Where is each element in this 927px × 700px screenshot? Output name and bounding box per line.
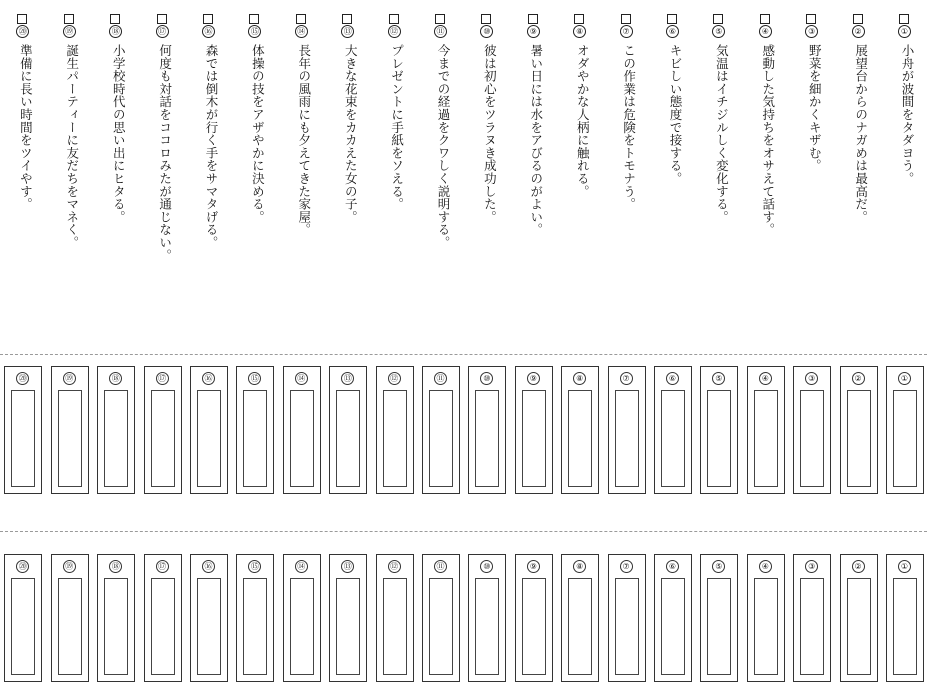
answer-number: ⑮ xyxy=(248,560,261,573)
answer-number: ③ xyxy=(805,560,818,573)
answer-number: ① xyxy=(898,372,911,385)
answer-field[interactable] xyxy=(661,390,685,487)
answer-number: ⑦ xyxy=(620,372,633,385)
answer-box xyxy=(236,366,274,494)
answer-number: ⑪ xyxy=(434,372,447,385)
question-text: プレゼントに手紙をソえる。 xyxy=(389,44,405,211)
question-item xyxy=(202,14,220,344)
answer-number: ⑬ xyxy=(341,560,354,573)
answer-box xyxy=(561,554,599,682)
answer-field[interactable] xyxy=(522,390,546,487)
answer-field[interactable] xyxy=(290,578,314,675)
question-item xyxy=(156,14,174,344)
answer-box xyxy=(793,366,831,494)
answer-field[interactable] xyxy=(475,390,499,487)
check-box[interactable] xyxy=(110,14,120,24)
answer-box xyxy=(376,554,414,682)
answer-field[interactable] xyxy=(800,390,824,487)
answer-number: ⑤ xyxy=(712,560,725,573)
question-text: 展望台からのナガめは最高だ。 xyxy=(853,44,869,224)
answer-field[interactable] xyxy=(475,578,499,675)
answer-field[interactable] xyxy=(197,578,221,675)
check-box[interactable] xyxy=(481,14,491,24)
answer-number: ① xyxy=(898,560,911,573)
answer-field[interactable] xyxy=(151,578,175,675)
answer-number: ⑳ xyxy=(16,372,29,385)
check-box[interactable] xyxy=(296,14,306,24)
question-text: 森では倒木が行く手をサマタげる。 xyxy=(204,44,219,249)
answer-box xyxy=(283,366,321,494)
answer-number: ⑰ xyxy=(156,372,169,385)
question-item xyxy=(898,14,916,344)
check-box[interactable] xyxy=(853,14,863,24)
question-item xyxy=(527,14,545,344)
answer-number: ⑬ xyxy=(341,372,354,385)
question-text: 野菜を細かくキザむ。 xyxy=(807,44,823,172)
question-number: ⑤ xyxy=(712,25,725,38)
answer-field[interactable] xyxy=(104,578,128,675)
answer-field[interactable] xyxy=(661,578,685,675)
check-box[interactable] xyxy=(389,14,399,24)
answer-field[interactable] xyxy=(893,390,917,487)
answer-box xyxy=(97,366,135,494)
answer-field[interactable] xyxy=(11,390,35,487)
answer-number: ④ xyxy=(759,372,772,385)
check-box[interactable] xyxy=(621,14,631,24)
check-box[interactable] xyxy=(760,14,770,24)
answer-number: ⑧ xyxy=(573,372,586,385)
answer-box xyxy=(840,366,878,494)
answer-box xyxy=(700,554,738,682)
question-number: ⑫ xyxy=(388,25,401,38)
question-text: 準備に長い時間をツイやす。 xyxy=(18,44,34,211)
question-text: キビしい態度で接する。 xyxy=(668,44,683,185)
check-box[interactable] xyxy=(64,14,74,24)
answer-box xyxy=(515,366,553,494)
question-text: 何度も対話をココロみたが通じない。 xyxy=(157,44,173,262)
question-number: ⑧ xyxy=(573,25,586,38)
answer-box xyxy=(886,366,924,494)
answer-box xyxy=(700,366,738,494)
question-number: ⑱ xyxy=(109,25,122,38)
question-item xyxy=(295,14,313,344)
answer-field[interactable] xyxy=(197,390,221,487)
answer-field[interactable] xyxy=(754,578,778,675)
answer-number: ⑤ xyxy=(712,372,725,385)
answer-box xyxy=(144,554,182,682)
question-number: ⑲ xyxy=(63,25,76,38)
answer-box xyxy=(51,554,89,682)
question-item xyxy=(388,14,406,344)
answer-field[interactable] xyxy=(243,578,267,675)
answer-number: ⑰ xyxy=(156,560,169,573)
question-item xyxy=(852,14,870,344)
answer-field[interactable] xyxy=(568,578,592,675)
answer-box xyxy=(422,554,460,682)
answer-field[interactable] xyxy=(615,578,639,675)
answer-field[interactable] xyxy=(151,390,175,487)
check-box[interactable] xyxy=(249,14,259,24)
question-number: ⑰ xyxy=(156,25,169,38)
check-box[interactable] xyxy=(713,14,723,24)
answer-box xyxy=(561,366,599,494)
answer-field[interactable] xyxy=(707,578,731,675)
question-text: オダやかな人柄に触れる。 xyxy=(575,44,591,198)
answer-number: ④ xyxy=(759,560,772,573)
answer-box xyxy=(608,554,646,682)
answer-field[interactable] xyxy=(11,578,35,675)
answer-box xyxy=(283,554,321,682)
answer-box xyxy=(190,554,228,682)
question-item xyxy=(805,14,823,344)
answer-number: ⑭ xyxy=(295,372,308,385)
answer-number: ⑯ xyxy=(202,372,215,385)
answer-box xyxy=(654,366,692,494)
answer-number: ⑭ xyxy=(295,560,308,573)
answer-number: ⑱ xyxy=(109,560,122,573)
question-text: この作業は危険をトモナう。 xyxy=(621,44,637,211)
check-box[interactable] xyxy=(528,14,538,24)
answer-number: ⑳ xyxy=(16,560,29,573)
answer-field[interactable] xyxy=(243,390,267,487)
answer-field[interactable] xyxy=(568,390,592,487)
question-text: 感動した気持ちをオサえて話す。 xyxy=(760,44,776,236)
answer-box xyxy=(886,554,924,682)
dashed-separator xyxy=(0,531,927,532)
question-text: 今までの経過をクワしく説明する。 xyxy=(436,44,451,249)
answer-number: ③ xyxy=(805,372,818,385)
answer-field[interactable] xyxy=(429,578,453,675)
answer-box xyxy=(793,554,831,682)
check-box[interactable] xyxy=(157,14,167,24)
check-box[interactable] xyxy=(342,14,352,24)
answer-box xyxy=(51,366,89,494)
answer-number: ⑲ xyxy=(63,560,76,573)
answer-number: ⑫ xyxy=(388,372,401,385)
answer-field[interactable] xyxy=(429,390,453,487)
question-number: ⑬ xyxy=(341,25,354,38)
question-text: 体操の技をアザやかに決める。 xyxy=(250,44,266,224)
answer-field[interactable] xyxy=(290,390,314,487)
answer-box xyxy=(468,366,506,494)
answer-field[interactable] xyxy=(522,578,546,675)
answer-box xyxy=(4,554,42,682)
check-box[interactable] xyxy=(574,14,584,24)
check-box[interactable] xyxy=(667,14,677,24)
answer-box xyxy=(468,554,506,682)
answer-number: ⑥ xyxy=(666,560,679,573)
answer-number: ⑥ xyxy=(666,372,679,385)
question-number: ④ xyxy=(759,25,772,38)
question-number: ⑯ xyxy=(202,25,215,38)
question-text: 長年の風雨にも夕えてきた家屋。 xyxy=(296,44,312,236)
check-box[interactable] xyxy=(435,14,445,24)
dashed-separator xyxy=(0,354,927,355)
answer-box xyxy=(144,366,182,494)
answer-field[interactable] xyxy=(383,578,407,675)
check-box[interactable] xyxy=(17,14,27,24)
answer-box xyxy=(840,554,878,682)
question-text: 暑い日には水をアびるのがよい。 xyxy=(528,44,544,236)
question-item xyxy=(109,14,127,344)
answer-field[interactable] xyxy=(893,578,917,675)
answer-box xyxy=(608,366,646,494)
answer-box xyxy=(190,366,228,494)
answer-number: ⑩ xyxy=(480,372,493,385)
question-text: 小学校時代の思い出にヒタる。 xyxy=(111,44,127,224)
answer-field[interactable] xyxy=(847,578,871,675)
question-number: ⑪ xyxy=(434,25,447,38)
answer-field[interactable] xyxy=(336,390,360,487)
answer-number: ⑫ xyxy=(388,560,401,573)
question-number: ⑩ xyxy=(480,25,493,38)
answer-number: ② xyxy=(852,560,865,573)
answer-box xyxy=(747,554,785,682)
question-item xyxy=(666,14,684,344)
question-number: ⑭ xyxy=(295,25,308,38)
answer-field[interactable] xyxy=(847,390,871,487)
question-item xyxy=(16,14,34,344)
question-text: 誕生パーティーに友だちをマネく。 xyxy=(64,44,80,249)
answer-field[interactable] xyxy=(383,390,407,487)
question-number: ⑳ xyxy=(16,25,29,38)
answer-number: ⑨ xyxy=(527,372,540,385)
answer-field[interactable] xyxy=(58,578,82,675)
answer-number: ⑩ xyxy=(480,560,493,573)
answer-box xyxy=(654,554,692,682)
answer-box xyxy=(376,366,414,494)
question-number: ⑮ xyxy=(248,25,261,38)
answer-number: ⑱ xyxy=(109,372,122,385)
question-item xyxy=(63,14,81,344)
answer-number: ⑪ xyxy=(434,560,447,573)
answer-box xyxy=(236,554,274,682)
answer-box xyxy=(97,554,135,682)
question-item xyxy=(248,14,266,344)
question-item xyxy=(341,14,359,344)
answer-field[interactable] xyxy=(615,390,639,487)
question-text: 小舟が波間をタダヨう。 xyxy=(900,44,915,185)
answer-number: ② xyxy=(852,372,865,385)
answer-field[interactable] xyxy=(58,390,82,487)
answer-box xyxy=(747,366,785,494)
question-number: ⑦ xyxy=(620,25,633,38)
question-text: 気温はイチジルしく変化する。 xyxy=(714,44,730,224)
question-number: ① xyxy=(898,25,911,38)
question-item xyxy=(759,14,777,344)
answer-field[interactable] xyxy=(104,390,128,487)
answer-number: ⑮ xyxy=(248,372,261,385)
answer-number: ⑧ xyxy=(573,560,586,573)
check-box[interactable] xyxy=(203,14,213,24)
answer-number: ⑲ xyxy=(63,372,76,385)
question-number: ③ xyxy=(805,25,818,38)
answer-field[interactable] xyxy=(336,578,360,675)
answer-field[interactable] xyxy=(754,390,778,487)
answer-box xyxy=(329,554,367,682)
question-number: ⑨ xyxy=(527,25,540,38)
check-box[interactable] xyxy=(806,14,816,24)
check-box[interactable] xyxy=(899,14,909,24)
answer-number: ⑦ xyxy=(620,560,633,573)
answer-number: ⑯ xyxy=(202,560,215,573)
question-text: 彼は初心をツラヌき成功した。 xyxy=(482,44,498,224)
question-number: ⑥ xyxy=(666,25,679,38)
answer-box xyxy=(422,366,460,494)
answer-box xyxy=(4,366,42,494)
answer-number: ⑨ xyxy=(527,560,540,573)
answer-field[interactable] xyxy=(707,390,731,487)
question-text: 大きな花束をカカえた女の子。 xyxy=(343,44,359,224)
question-item xyxy=(480,14,498,344)
answer-box xyxy=(515,554,553,682)
question-item xyxy=(434,14,452,344)
question-item xyxy=(712,14,730,344)
question-item xyxy=(620,14,638,344)
question-item xyxy=(573,14,591,344)
answer-field[interactable] xyxy=(800,578,824,675)
answer-box xyxy=(329,366,367,494)
question-number: ② xyxy=(852,25,865,38)
